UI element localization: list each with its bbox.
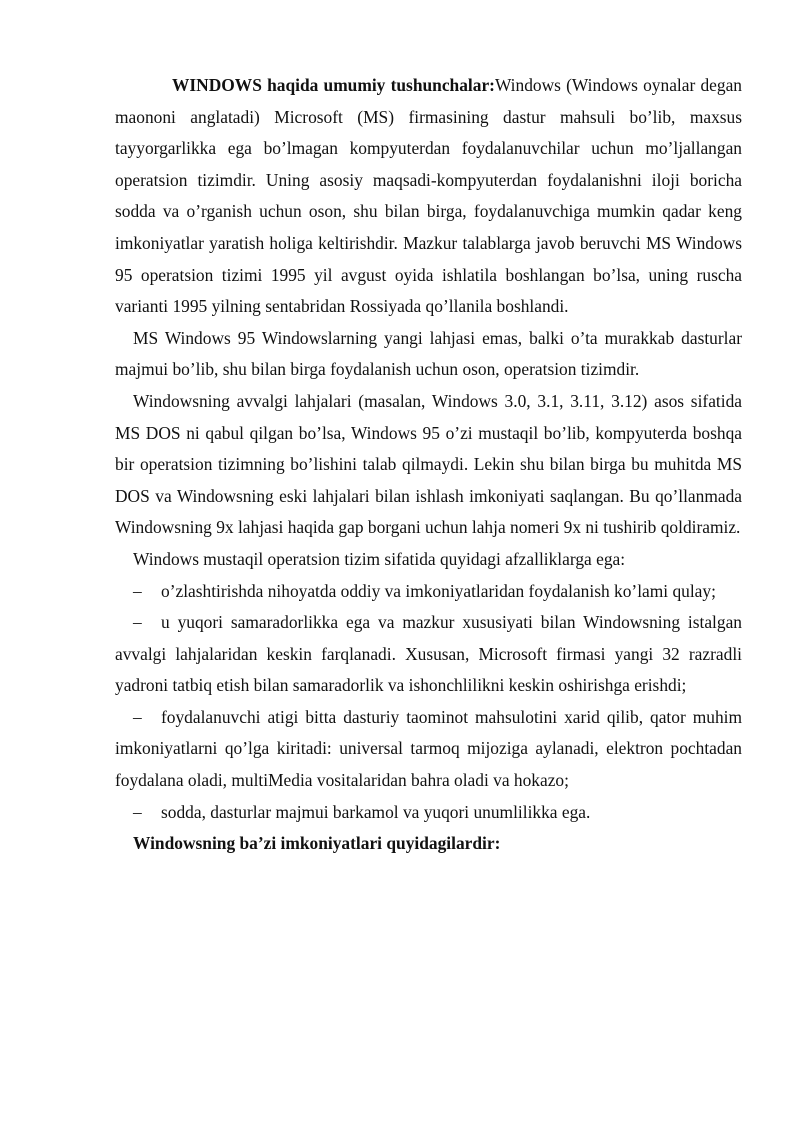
dash-marker: – <box>133 801 142 822</box>
intro-paragraph <box>115 70 742 323</box>
dash-marker: – <box>133 580 142 601</box>
dash-marker: – <box>133 706 142 727</box>
paragraph-3: Windowsning avvalgi lahjalari (masalan, Windows 3.0, 3.1, 3.11, 3.12) asos sifatida MS DOS ni qabul qilgan bo’lsa, Windows 95 o’zi mustaqil bo’lib, kompyuterda boshqa bir operatsion tizimning bo’lishini talab qilmaydi. Lekin shu bilan birga bu muhitda MS DOS va Windowsning eski lahjalari bilan ishlash imkoniyati saqlangan. Bu qo’llanmada Windowsning 9x lahjasi haqida gap borgani uchun lahja nomeri 9x ni tushirib qoldiramiz. <box>115 390 742 538</box>
list-item <box>115 702 742 797</box>
list-item-text: sodda, dasturlar majmui barkamol va yuqori unumlilikka ega. <box>161 801 591 822</box>
paragraph-2: MS Windows 95 Windowslarning yangi lahjasi emas, balki o’ta murakkab dasturlar majmui bo’lib, shu bilan birga foydalanish uchun oson, operatsion tizimdir. <box>115 327 742 380</box>
list-item-text: u yuqori samaradorlikka ega va mazkur xususiyati bilan Windowsning istalgan avvalgi lahjalaridan keskin farqlanadi. Xususan, Microsoft firmasi yangi 32 razradli yadroni tatbiq etish bilan samaradorlik va ishonchlilikni keskin oshirishga erishdi; <box>115 612 742 696</box>
section-heading: WINDOWS haqida umumiy tushunchalar: <box>172 75 495 95</box>
intro-text: Windows (Windows oynalar degan maononi anglatadi) Microsoft (MS) firmasining dastur mahsuli bo’lib, maxsus tayyorgarlikka ega bo’lmagan kompyuterdan foydalanuvchilar uchun mo’ljallangan operatsion tizimdir. Uning asosiy maqsadi-kompyuterdan foydalanishni iloji boricha sodda va o’rganish uchun oson, shu bilan birga, foydalanuvchiga mumkin qadar keng imkoniyatlar yaratish holiga keltirishdir. Mazkur talablarga javob beruvchi MS Windows 95 operatsion tizimi 1995 yil avgust oyida ishlatila boshlangan bo’lsa, uning ruscha varianti 1995 yilning sentabridan Rossiyada qo’llanila boshlandi. <box>115 75 742 317</box>
list-item-text: o’zlashtirishda nihoyatda oddiy va imkoniyatlaridan foydalanish ko’lami qulay; <box>161 580 716 601</box>
document-body <box>115 70 742 860</box>
list-item-text: foydalanuvchi atigi bitta dasturiy taominot mahsulotini xarid qilib, qator muhim imkoniyatlarni qo’lga kiritadi: universal tarmoq mijoziga aylanadi, elektron pochtadan foydalana oladi, multiMedia vositalaridan bahra oladi va hokazo; <box>115 706 742 791</box>
list-item <box>115 576 742 608</box>
closing-heading: Windowsning ba’zi imkoniyatlari quyidagilardir: <box>133 833 501 854</box>
paragraph-4: Windows mustaqil operatsion tizim sifatida quyidagi afzalliklarga ega: <box>133 548 626 569</box>
list-item <box>115 607 742 702</box>
list-item <box>115 797 742 829</box>
dash-marker: – <box>133 612 142 633</box>
